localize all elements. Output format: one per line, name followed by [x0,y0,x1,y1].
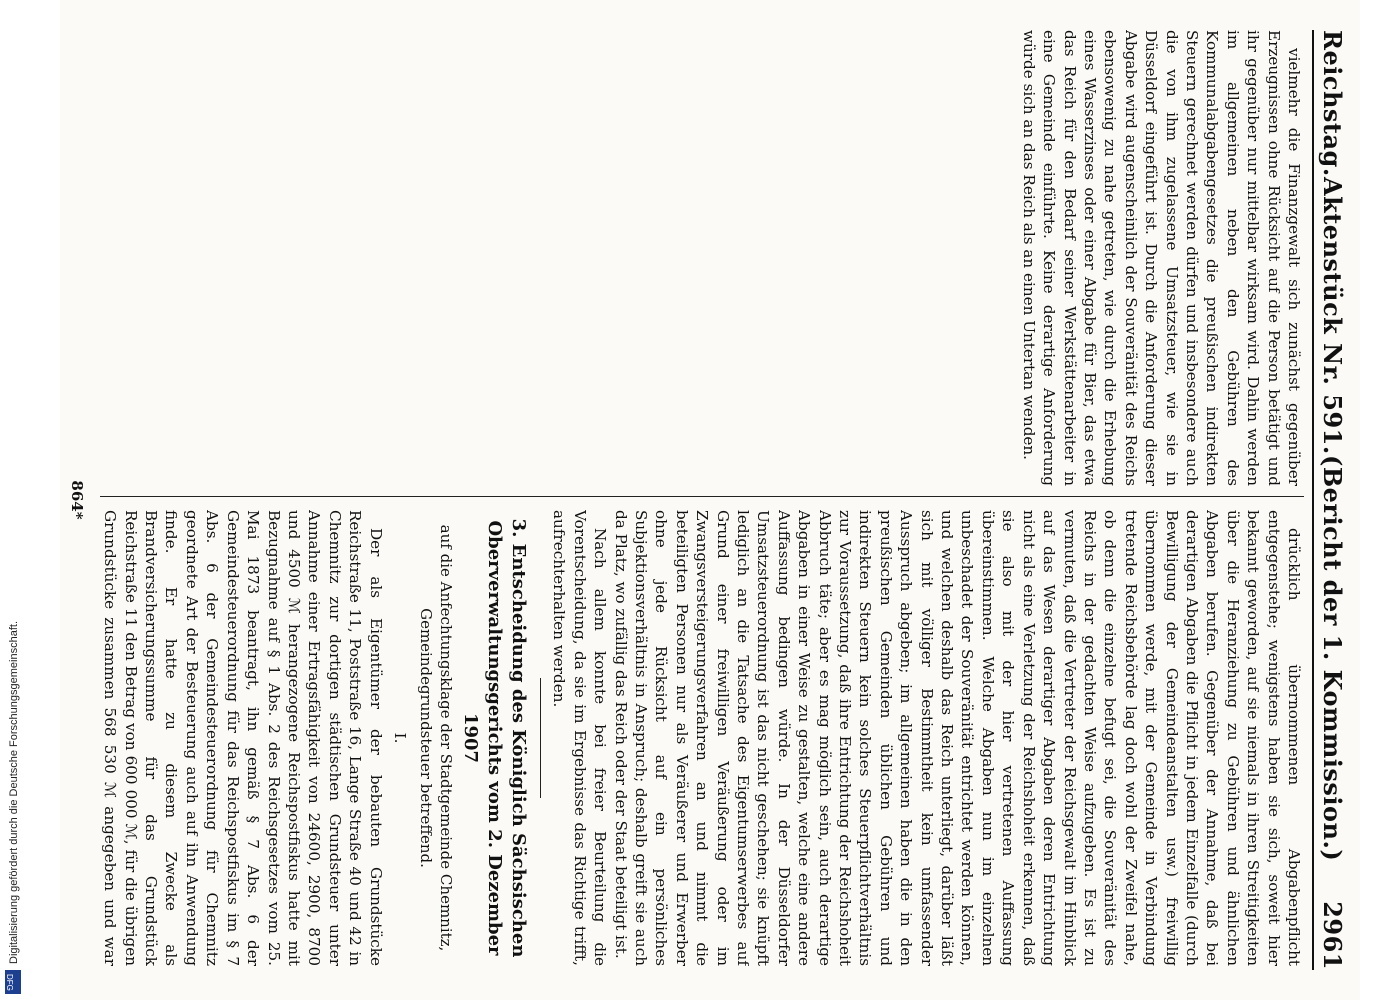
page-number: 2961 [1318,901,1347,970]
right-paragraph: drücklich übernommenen Abgabenpflicht entgegenstehe; wenigstens haben sie sich, soweit hier bekannt geworden, auf sie niemals in ihren Streitigkeiten über die Heranziehung zu Gebühren und ähnlichen Abgaben berufen. Gegenüber der Annahme, daß bei derartigen Abgaben die Pflicht in jedem Einzelfalle (durch Bewilligung der Gemeindeanstalten usw.) freiwillig übernommen werde, mit der Gemeinde in Verbindung tretende Reichsbehörde lag doch wohl der Zweifel nahe, ob denn die einzelne befugt sei, die Souveränität des Reichs in der gedachten Weise aufzugeben. Es ist zu vermuten, daß die Vertreter der Reichsgewalt im Hinblick auf das Wesen derartiger Abgaben deren Entrichtung nicht als eine Verletzung der Reichshoheit erkennen, daß sie also mit der hier vertretenen Auffassung übereinstimmen. Welche Abgaben nun im einzelnen unbeschadet der Souveränität entrichtet werden können, und welchen deshalb das Reich unterliegt, darüber läßt sich mit völliger Bestimmtheit kein umfassender Ausspruch abgeben; im allgemeinen haben die in den preußischen Gemeinden üblichen Gebühren und indirekten Steuern kein solches Steuerpflichtverhältnis zur Voraussetzung, daß ihre Entrichtung der Reichshoheit Abbruch täte; aber es mag möglich sein, auch derartige Abgaben in einer Weise zu gestalten, welche eine andere Auffassung bedingen würde. In der Düsseldorfer Umsatzsteuerordnung ist das nicht geschehen; sie knüpft lediglich an die Tatsache des Eigentumserwerbes auf Grund einer freiwilligen Veräußerung oder im Zwangsversteigerungsverfahren an und nimmt die beteiligten Personen nur als Veräußerer und Erwerber ohne jede Rücksicht auf ein persönliches Subjektionsverhältnis in Anspruch; deshalb greift sie auch da Platz, wo zufällig das Reich oder der Staat beteiligt ist. [611,510,1303,966]
left-column [100,30,1304,486]
right-column [100,510,1304,966]
header-left: Reichstag. [1318,30,1347,177]
attribution-text: Digitalisierung gefördert durch die Deutsche Forschungsgemeinschaft. [8,620,20,964]
header-rule [1312,30,1314,970]
section-number: I. [390,732,409,744]
right-paragraph: Der als Eigentümer der bebauten Grundstücke Reichstraße 11, Poststraße 16, Lange Straße 40 und 42 in Chemnitz zur dortigen städtischen Grundsteuer unter Annahme einer Ertragsfähigkeit von 24600, 2900, 8700 und 4500 ℳ herangezogene Reichspostfiskus hatte mit Bezugnahme auf § 1 Abs. 2 des Reichsgesetzes vom 25. Mai 1873 beantragt, ihn gemäß § 7 Abs. 6 der Gemeindesteuerordnung für das Reichspostfiskus im § 7 Abs. 6 der Gemeindesteuerordnung für Chemnitz geordnete Art der Besteuerung auch auf ihn Anwendung finde. Er hatte zu diesem Zwecke als Brandversicherungssumme für das Grundstück Reichstraße 11 den Betrag von 600 000 ℳ, für die übrigen Grundstücke zusammen 568 530 ℳ angegeben und war [101,510,385,966]
header-center: Aktenstück Nr. 591. [1318,176,1347,455]
dfg-logo-icon: DFG [5,970,21,994]
scanned-page [60,0,1360,1000]
running-head [1318,30,1354,970]
column-divider [100,496,1304,497]
digitization-attribution [2,0,24,1000]
right-paragraph: Nach allem konnte bei freier Beurteilung die Vorentscheidung, da sie im Ergebnisse das Richtige trifft, aufrechterhalten werden. [550,510,610,966]
header-right-label: (Bericht der 1. Kommission.) [1318,455,1347,862]
left-paragraph: vielmehr die Finanzgewalt sich zunächst gegenüber Erzeugnissen ohne Rücksicht auf die Person betätigt und ihr gegenüber nur mittelbar wirksam wird. Dahin werden im allgemeinen neben den Gebühren des Kommunalabgabengesetzes die preußischen indirekten Steuern gerechnet werden dürfen und insbesondere auch die von ihm zugelassene Umsatzsteuer, wie sie in Düsseldorf eingeführt ist. Durch die Anforderung dieser Abgabe wird augenscheinlich der Souveränität des Reichs ebensowenig zu nahe getreten, wie durch die Erhebung eines Wasserzinses oder einer Abgabe für Bier, das etwa das Reich für den Bedarf seiner Werkstättenarbeiter in eine Gemeinde einführte. Keine derartige Anforderung würde sich an das Reich als an einen Untertan wenden. [1019,30,1303,486]
section-subtitle: auf die Anfechtungsklage der Stadtgemeinde Chemnitz, Gemeindegrundsteuer betreffend. [416,524,455,952]
section-heading: 3. Entscheidung des Königlich Sächsischen Oberverwaltungsgerichts vom 2. Dezember 1907 [459,518,529,958]
folio: 864* [68,480,86,520]
section-rule [540,678,541,798]
